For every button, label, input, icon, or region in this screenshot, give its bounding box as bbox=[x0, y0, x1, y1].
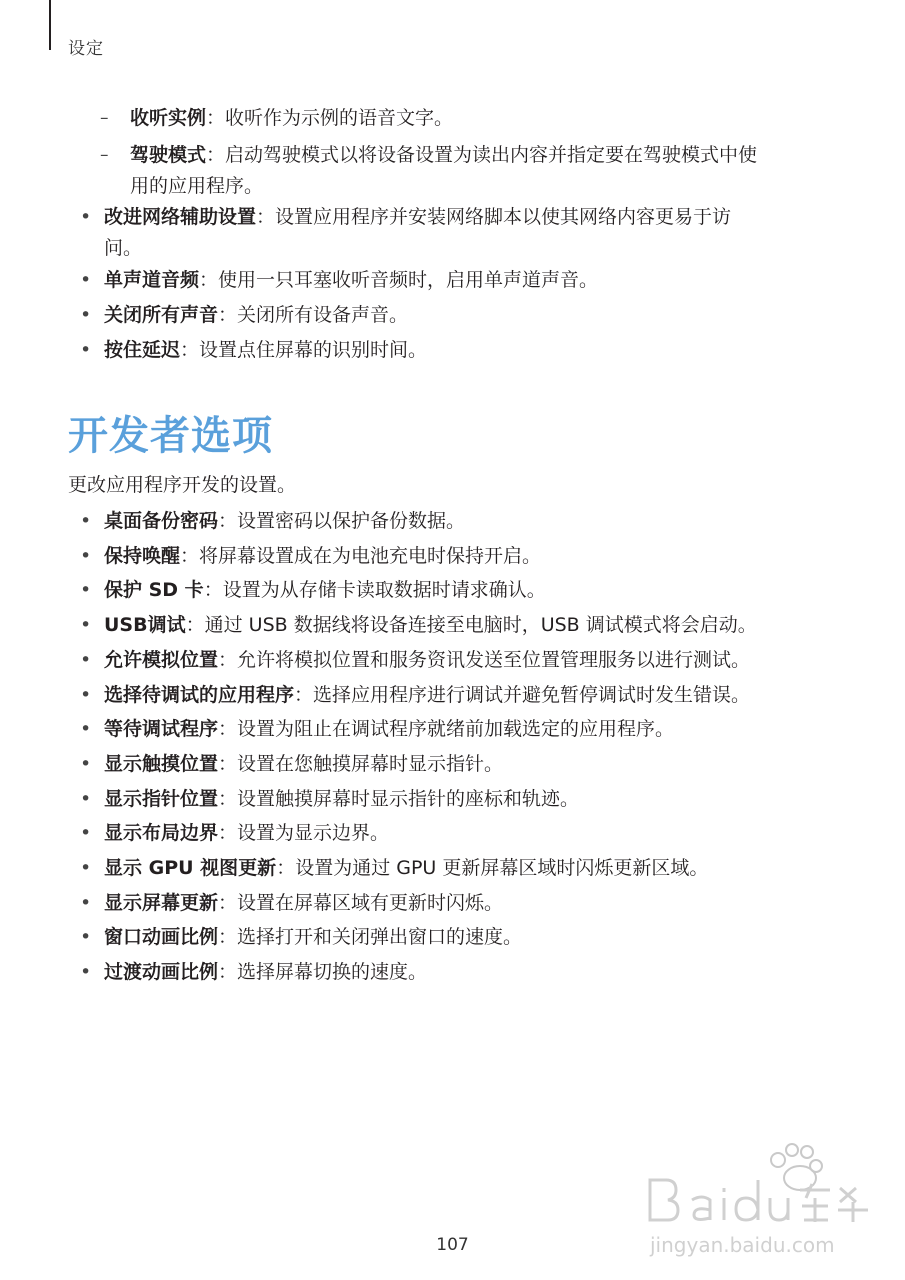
dash-marker: – bbox=[100, 108, 109, 128]
item-description: 设置应用程序并安装网络脚本以使其网络内容更易于访 bbox=[275, 206, 732, 228]
item-description: 使用一只耳塞收听音频时，启用单声道声音。 bbox=[218, 269, 599, 291]
bullet-marker: • bbox=[80, 787, 92, 810]
list-item bbox=[80, 957, 864, 988]
item-separator: ： bbox=[218, 510, 238, 532]
item-separator: ： bbox=[206, 107, 226, 129]
list-item bbox=[80, 784, 864, 815]
item-description: 关闭所有设备声音。 bbox=[237, 304, 409, 326]
bullet-marker: • bbox=[80, 614, 92, 637]
item-separator: ： bbox=[218, 822, 238, 845]
item-description: 收听作为示例的语音文字。 bbox=[225, 107, 454, 129]
item-description: 选择应用程序进行调试并避免暂停调试时发生错误。 bbox=[313, 683, 751, 706]
bullet-marker: • bbox=[80, 206, 92, 228]
baidu-watermark-logo bbox=[640, 1140, 880, 1260]
bullet-marker: • bbox=[80, 544, 92, 567]
item-separator: ： bbox=[218, 787, 238, 810]
page-number: 107 bbox=[436, 1235, 469, 1255]
bullet-marker: • bbox=[80, 961, 92, 984]
dash-marker: – bbox=[100, 145, 109, 165]
bullet-marker: • bbox=[80, 683, 92, 706]
item-term: 关闭所有声音 bbox=[104, 304, 219, 326]
item-separator: ： bbox=[206, 144, 226, 166]
item-description: 通过 USB 数据线将设备连接至电脑时，USB 调试模式将会启动。 bbox=[204, 614, 757, 637]
bullet-marker: • bbox=[80, 339, 92, 361]
list-item bbox=[80, 575, 864, 606]
bullet-marker: • bbox=[80, 822, 92, 845]
list-item bbox=[80, 300, 409, 331]
item-term: 窗口动画比例 bbox=[104, 926, 219, 949]
item-separator: ： bbox=[218, 752, 238, 775]
item-separator: ： bbox=[218, 304, 238, 326]
list-item bbox=[80, 853, 864, 884]
item-separator: ： bbox=[218, 648, 238, 671]
list-item bbox=[80, 202, 844, 264]
list-item bbox=[80, 749, 864, 780]
item-term: 驾驶模式 bbox=[130, 144, 207, 166]
item-term: USB调试 bbox=[104, 614, 186, 637]
item-term: 显示触摸位置 bbox=[104, 752, 219, 775]
item-description: 设置为从存储卡读取数据时请求确认。 bbox=[222, 579, 546, 602]
item-description: 设置在您触摸屏幕时显示指针。 bbox=[237, 752, 504, 775]
list-item bbox=[80, 818, 864, 849]
bullet-marker: • bbox=[80, 926, 92, 949]
svg-text:jingyan.baidu.com: jingyan.baidu.com bbox=[650, 1233, 835, 1257]
list-item bbox=[80, 506, 864, 537]
item-term: 过渡动画比例 bbox=[104, 961, 219, 984]
section-intro: 更改应用程序开发的设置。 bbox=[68, 474, 297, 496]
list-item bbox=[100, 140, 850, 202]
item-term: 允许模拟位置 bbox=[104, 648, 219, 671]
item-term: 收听实例 bbox=[130, 107, 207, 129]
item-description: 设置为通过 GPU 更新屏幕区域时闪烁更新区域。 bbox=[295, 857, 709, 879]
item-separator: ： bbox=[199, 269, 219, 291]
item-description: 设置点住屏幕的识别时间。 bbox=[199, 339, 428, 361]
item-term: 保护 SD 卡 bbox=[104, 579, 204, 602]
item-separator: ： bbox=[256, 206, 276, 228]
item-description: 启动驾驶模式以将设备设置为读出内容并指定要在驾驶模式中使 bbox=[225, 144, 758, 166]
bullet-marker: • bbox=[80, 510, 92, 532]
item-term: 单声道音频 bbox=[104, 269, 200, 291]
item-term: 按住延迟 bbox=[104, 339, 181, 361]
item-term: 选择待调试的应用程序 bbox=[104, 683, 295, 706]
bullet-marker: • bbox=[80, 648, 92, 671]
item-separator: ： bbox=[218, 926, 238, 949]
running-header: 设定 bbox=[68, 39, 104, 59]
list-item bbox=[80, 610, 864, 641]
item-description: 设置为显示边界。 bbox=[237, 822, 390, 845]
item-description: 设置为阻止在调试程序就绪前加载选定的应用程序。 bbox=[237, 718, 675, 741]
list-item bbox=[80, 888, 864, 919]
list-item bbox=[80, 645, 864, 676]
item-separator: ： bbox=[218, 718, 238, 741]
item-description: 设置触摸屏幕时显示指针的座标和轨迹。 bbox=[237, 787, 580, 810]
bullet-marker: • bbox=[80, 891, 92, 914]
header-rule bbox=[49, 0, 51, 50]
item-description: 允许将模拟位置和服务资讯发送至位置管理服务以进行测试。 bbox=[237, 648, 751, 671]
list-item bbox=[80, 335, 428, 366]
bullet-marker: • bbox=[80, 269, 92, 291]
section-title: 开发者选项 bbox=[68, 413, 273, 459]
item-separator: ： bbox=[218, 961, 238, 984]
list-item bbox=[100, 103, 454, 134]
item-term: 显示布局边界 bbox=[104, 822, 219, 845]
item-term: 显示指针位置 bbox=[104, 787, 219, 810]
item-separator: ： bbox=[180, 544, 200, 567]
list-item bbox=[80, 922, 864, 953]
item-term: 桌面备份密码 bbox=[104, 510, 219, 532]
item-term: 保持唤醒 bbox=[104, 544, 181, 567]
item-term: 显示屏幕更新 bbox=[104, 891, 219, 914]
item-separator: ： bbox=[294, 683, 314, 706]
bullet-marker: • bbox=[80, 752, 92, 775]
bullet-marker: • bbox=[80, 718, 92, 741]
item-separator: ： bbox=[276, 857, 296, 879]
item-term: 等待调试程序 bbox=[104, 718, 219, 741]
list-item bbox=[80, 714, 864, 745]
item-description-continued: 用的应用程序。 bbox=[130, 175, 264, 197]
list-item bbox=[80, 680, 864, 711]
item-description: 将屏幕设置成在为电池充电时保持开启。 bbox=[199, 544, 542, 567]
item-description: 设置密码以保护备份数据。 bbox=[237, 510, 466, 532]
item-description: 设置在屏幕区域有更新时闪烁。 bbox=[237, 891, 504, 914]
list-item bbox=[80, 265, 599, 296]
item-separator: ： bbox=[203, 579, 223, 602]
item-separator: ： bbox=[180, 339, 200, 361]
item-description: 选择打开和关闭弹出窗口的速度。 bbox=[237, 926, 523, 949]
list-item bbox=[80, 541, 864, 572]
item-description: 选择屏幕切换的速度。 bbox=[237, 961, 428, 984]
item-term: 显示 GPU 视图更新 bbox=[104, 857, 277, 879]
bullet-marker: • bbox=[80, 304, 92, 326]
bullet-marker: • bbox=[80, 857, 92, 879]
bullet-marker: • bbox=[80, 579, 92, 602]
item-description-continued: 问。 bbox=[104, 237, 143, 259]
item-term: 改进网络辅助设置 bbox=[104, 206, 257, 228]
item-separator: ： bbox=[185, 614, 205, 637]
item-separator: ： bbox=[218, 891, 238, 914]
